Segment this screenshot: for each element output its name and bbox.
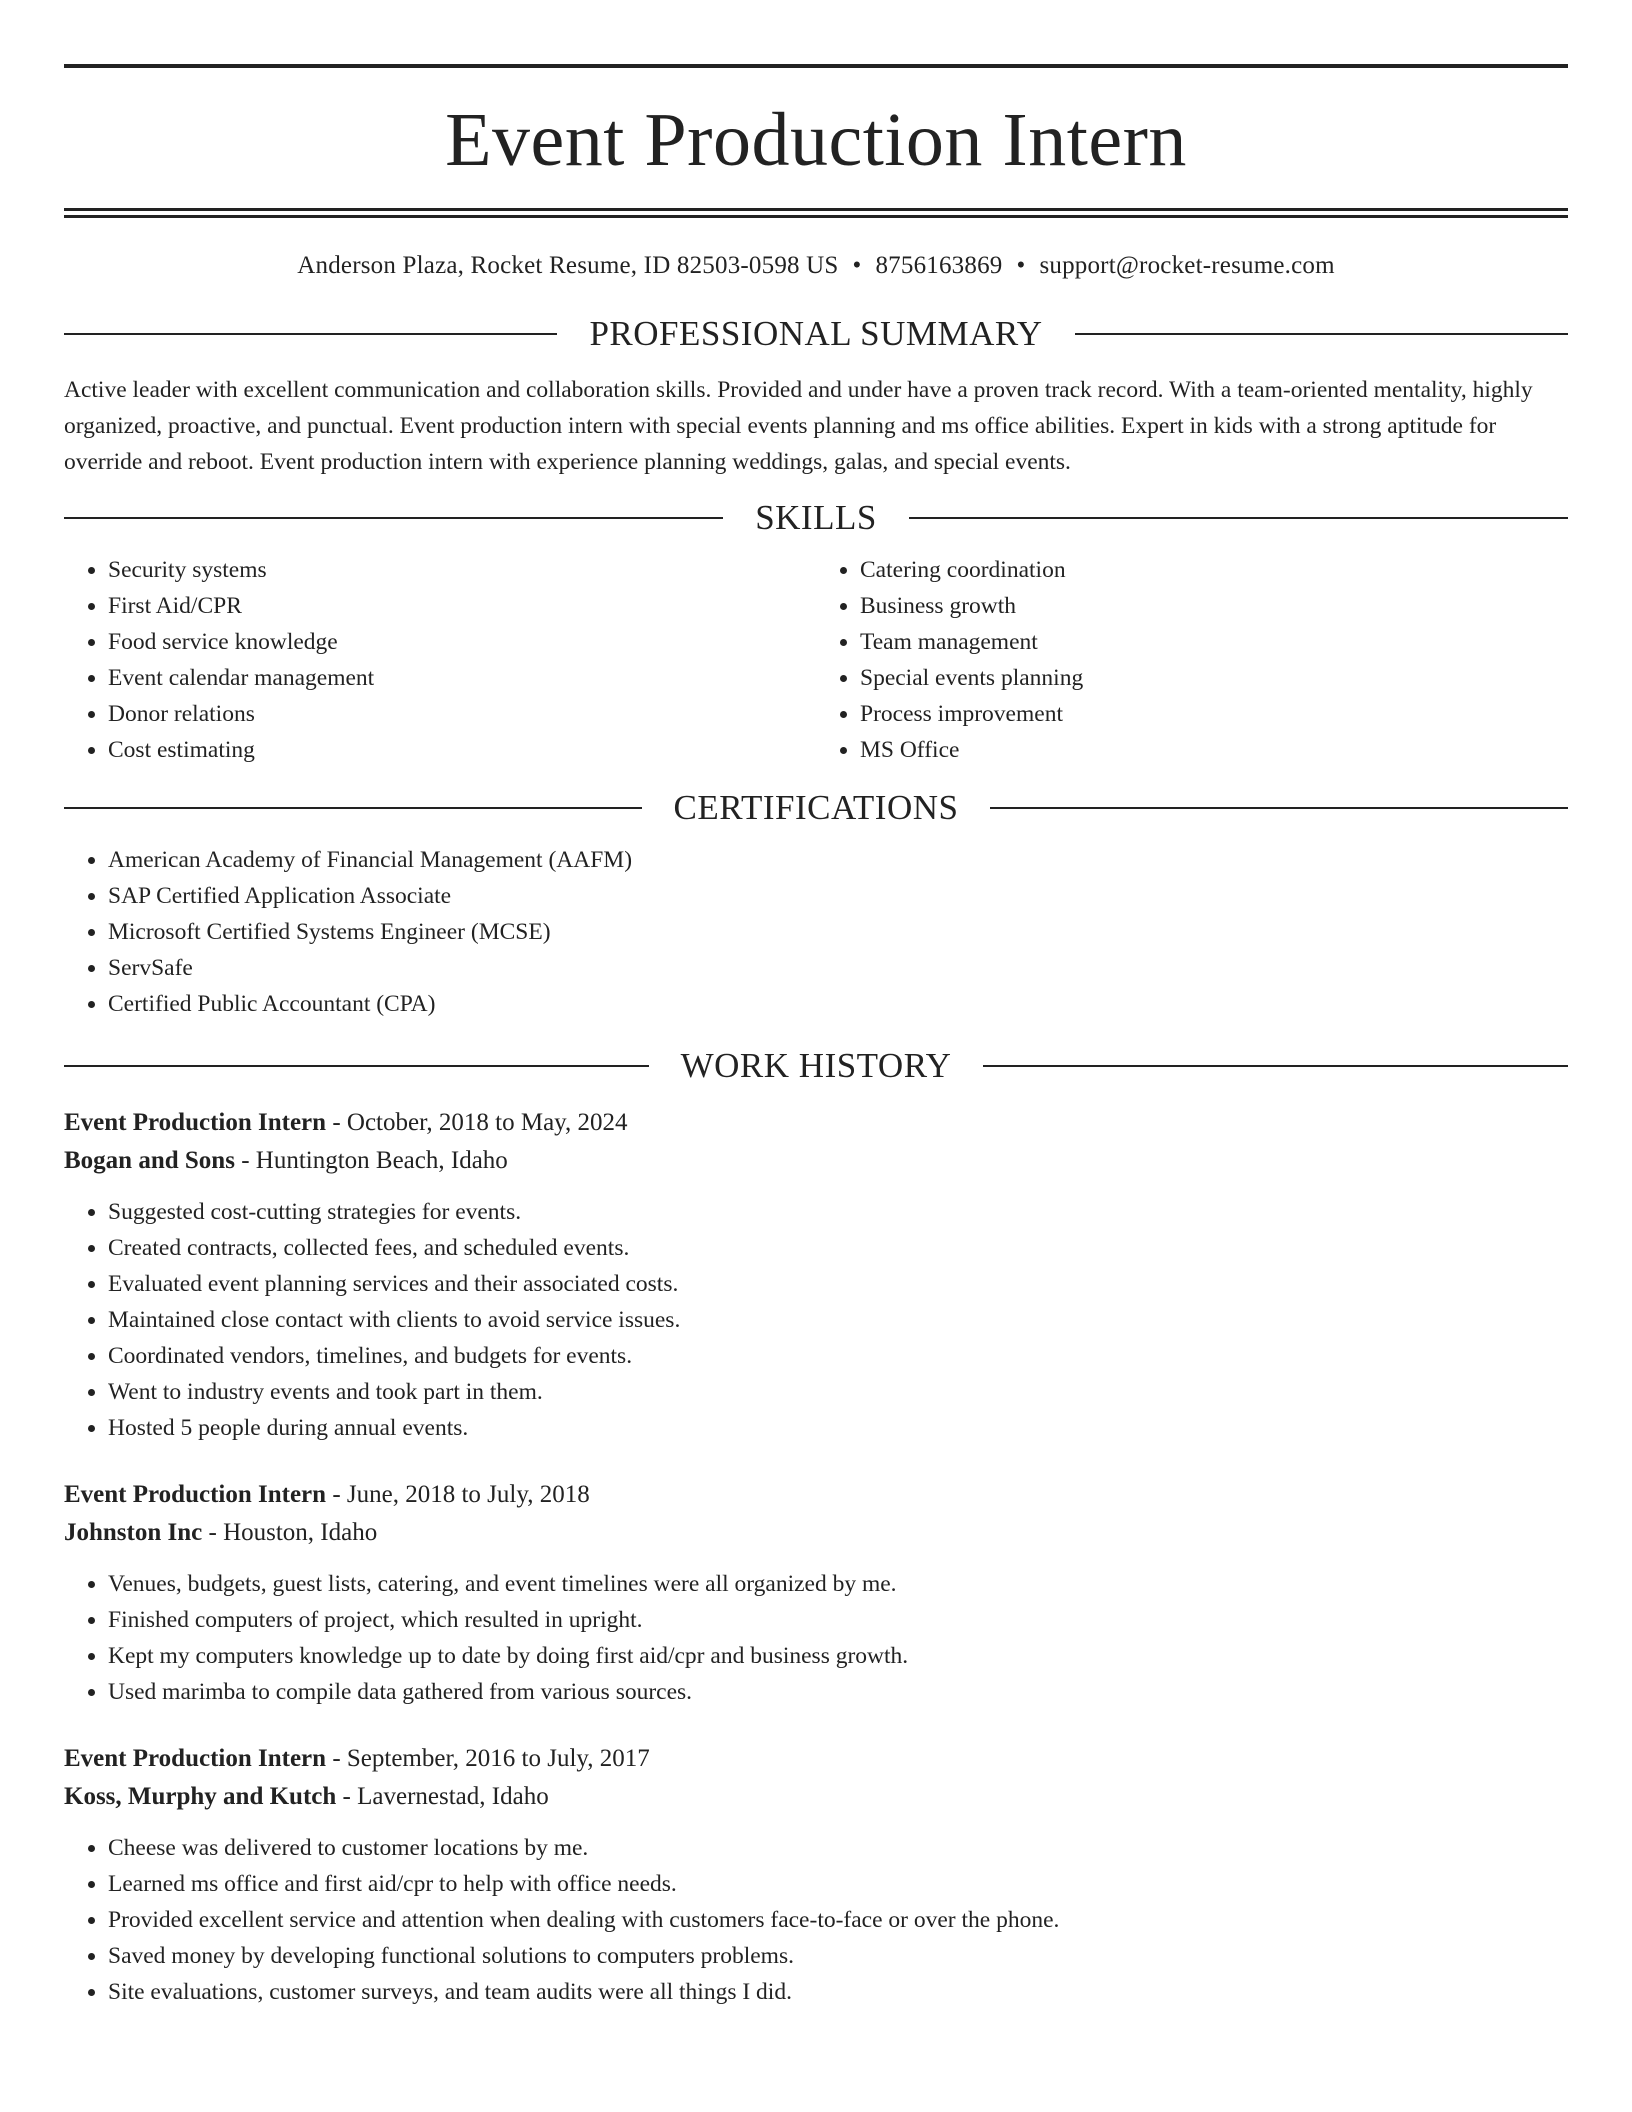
skill-item: • Process improvement [860, 696, 1568, 732]
section-heading-label: WORK HISTORY [680, 1046, 952, 1085]
contact-address: Anderson Plaza, Rocket Resume, ID 82503-0598 US [297, 252, 839, 279]
certification-item: • SAP Certified Application Associate [108, 878, 1568, 914]
skill-item: • Cost estimating [108, 732, 816, 768]
job-bullet: • Went to industry events and took part in them. [108, 1374, 1568, 1410]
job-company-line [64, 1778, 1568, 1816]
section-heading-skills [64, 498, 1568, 538]
job-bullet: • Created contracts, collected fees, and scheduled events. [108, 1230, 1568, 1266]
job-company: Johnston Inc [64, 1519, 203, 1546]
summary-text: Active leader with excellent communication and collaboration skills. Provided and under have a proven track record. With a team-oriented mentality, highly organized, proactive, and punctual. Event production intern with special events planning and ms office abilities. Expert in kids with a strong aptitude for override and reboot. Event production intern with experience planning weddings, galas, and special events. [64, 377, 1533, 475]
section-heading-label: SKILLS [755, 498, 877, 537]
job-bullet: • Venues, budgets, guest lists, catering, and event timelines were all organized by me. [108, 1566, 1568, 1602]
job-bullet: • Evaluated event planning services and their associated costs. [108, 1266, 1568, 1302]
job-bullet: • Cheese was delivered to customer locations by me. [108, 1830, 1568, 1866]
work-history-list [64, 1104, 1568, 2010]
job-title-line [64, 1476, 1568, 1514]
contact-separator: • [852, 252, 862, 279]
section-heading-work-history [64, 1046, 1568, 1086]
skill-item: • Security systems [108, 552, 816, 588]
resume-title: Event Production Intern [445, 98, 1187, 182]
heading-rule [64, 1065, 649, 1067]
job-dates: - September, 2016 to July, 2017 [326, 1745, 650, 1772]
job-dates: - June, 2018 to July, 2018 [326, 1481, 590, 1508]
job-company-line [64, 1142, 1568, 1180]
section-heading-label: CERTIFICATIONS [673, 788, 959, 827]
job-location: - Lavernestad, Idaho [336, 1783, 549, 1810]
job-dates: - October, 2018 to May, 2024 [326, 1109, 628, 1136]
job-bullet: • Provided excellent service and attention when dealing with customers face-to-face or over the phone. [108, 1902, 1568, 1938]
section-heading-summary [64, 314, 1568, 354]
job-location: - Houston, Idaho [202, 1519, 378, 1546]
certification-item: • American Academy of Financial Management (AAFM) [108, 842, 1568, 878]
job-bullet: • Learned ms office and first aid/cpr to help with office needs. [108, 1866, 1568, 1902]
job-title: Event Production Intern [64, 1109, 327, 1136]
job-bullet: • Site evaluations, customer surveys, and team audits were all things I did. [108, 1974, 1568, 2010]
skill-item: • Special events planning [860, 660, 1568, 696]
job-title-line [64, 1740, 1568, 1778]
job-company: Bogan and Sons [64, 1147, 235, 1174]
skill-item: • First Aid/CPR [108, 588, 816, 624]
skill-item: • Donor relations [108, 696, 816, 732]
job-bullets [64, 1566, 1568, 1710]
skills-list-left [64, 552, 816, 768]
heading-rule [64, 333, 557, 335]
contact-phone: 8756163869 [875, 252, 1003, 279]
job-bullet: • Saved money by developing functional solutions to computers problems. [108, 1938, 1568, 1974]
job-bullet: • Maintained close contact with clients to avoid service issues. [108, 1302, 1568, 1338]
job-bullet: • Used marimba to compile data gathered from various sources. [108, 1674, 1568, 1710]
skill-item: • Event calendar management [108, 660, 816, 696]
heading-rule [990, 807, 1568, 809]
certifications-list [64, 842, 1568, 1022]
job-bullets [64, 1830, 1568, 2010]
job-entry [64, 1740, 1568, 2010]
heading-rule [909, 517, 1568, 519]
certification-item: • ServSafe [108, 950, 1568, 986]
skill-item: • Food service knowledge [108, 624, 816, 660]
contact-email: support@rocket-resume.com [1039, 252, 1335, 279]
skill-item: • Catering coordination [860, 552, 1568, 588]
job-company: Koss, Murphy and Kutch [64, 1783, 337, 1810]
job-bullet: • Hosted 5 people during annual events. [108, 1410, 1568, 1446]
heading-rule [64, 517, 723, 519]
heading-rule [983, 1065, 1568, 1067]
contact-separator: • [1016, 252, 1026, 279]
job-entry [64, 1476, 1568, 1710]
title-double-rule [64, 208, 1568, 218]
job-title: Event Production Intern [64, 1745, 327, 1772]
job-bullet: • Suggested cost-cutting strategies for events. [108, 1194, 1568, 1230]
job-title-line [64, 1104, 1568, 1142]
job-bullet: • Finished computers of project, which resulted in upright. [108, 1602, 1568, 1638]
job-entry [64, 1104, 1568, 1446]
certification-item: • Certified Public Accountant (CPA) [108, 986, 1568, 1022]
certification-item: • Microsoft Certified Systems Engineer (MCSE) [108, 914, 1568, 950]
skill-item: • MS Office [860, 732, 1568, 768]
top-rule [64, 64, 1568, 68]
job-title: Event Production Intern [64, 1481, 327, 1508]
skills-columns [64, 552, 1568, 768]
job-bullet: • Coordinated vendors, timelines, and budgets for events. [108, 1338, 1568, 1374]
section-heading-certifications [64, 788, 1568, 828]
skill-item: • Team management [860, 624, 1568, 660]
job-location: - Huntington Beach, Idaho [234, 1147, 508, 1174]
skill-item: • Business growth [860, 588, 1568, 624]
job-bullet: • Kept my computers knowledge up to date by doing first aid/cpr and business growth. [108, 1638, 1568, 1674]
skills-list-right [816, 552, 1568, 768]
contact-line [64, 252, 1568, 280]
heading-rule [1075, 333, 1568, 335]
job-bullets [64, 1194, 1568, 1446]
heading-rule [64, 807, 642, 809]
section-heading-label: PROFESSIONAL SUMMARY [589, 314, 1043, 353]
job-company-line [64, 1514, 1568, 1552]
